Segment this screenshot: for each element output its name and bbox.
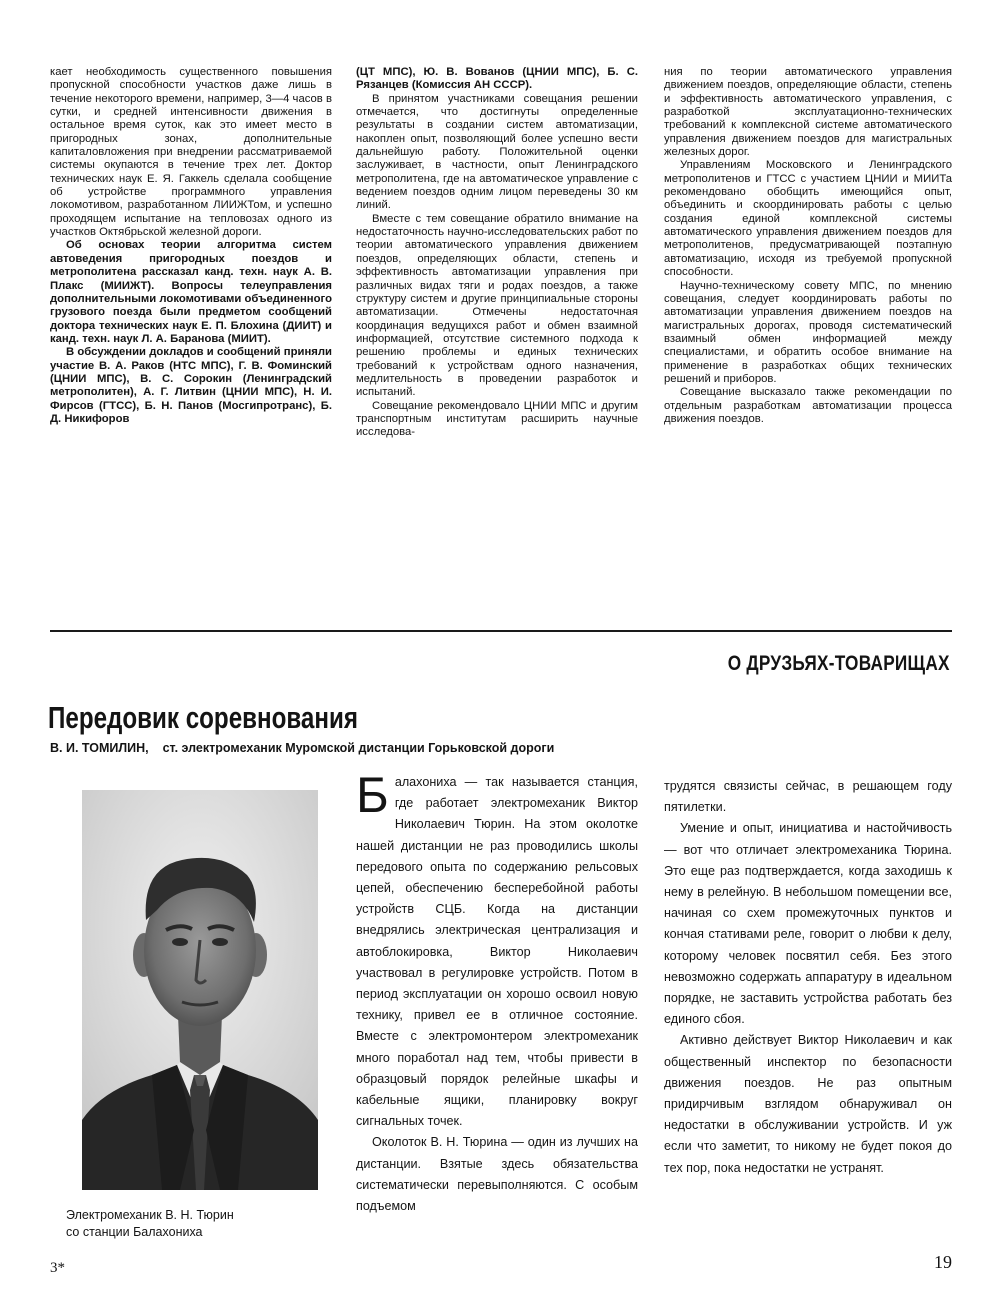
signature-mark: 3*: [50, 1260, 65, 1276]
paragraph: Об основах теории алгоритма систем автоведения пригородных поездов и метрополитена рассказал канд. техн. наук А. В. Плакс (МИИЖТ). Вопросы телеуправления дополнительными локомотивами объединенного грузового поезда были предметом сообщений доктора технических наук Е. П. Блохина (ДИИТ) и канд. техн. наук Л. А. Баранова (МИИТ).: [50, 239, 332, 345]
paragraph: Совещание высказало также рекомендации по отдельным разработкам автоматизации процесса движения поездов.: [664, 386, 952, 425]
drop-cap: Б: [356, 767, 389, 823]
section-heading: О ДРУЗЬЯХ-ТОВАРИЩАХ: [727, 652, 950, 675]
paragraph: (ЦТ МПС), Ю. В. Вованов (ЦНИИ МПС), Б. С. Рязанцев (Комиссия АН СССР).: [356, 66, 638, 92]
photo-caption-line: со станции Балахониха: [66, 1225, 203, 1239]
paragraph: трудятся связисты сейчас, в решающем году пятилетки.: [664, 779, 952, 815]
paragraph: В обсуждении докладов и сообщений приняли участие В. А. Раков (НТС МПС), Г. В. Фоминский (ЦНИИ МПС), В. С. Сорокин (Ленинградский метрополитен), А. Г. Литвин (ЦНИИ МПС), Н. И. Фирсов (ГТСС), Б. Н. Панов (Мосгипротранс), Б. Д. Никифоров: [50, 346, 332, 425]
author-role: ст. электромеханик Муромской дистанции Горьковской дороги: [162, 741, 555, 755]
paragraph: Активно действует Виктор Николаевич и как общественный инспектор по безопасности движения поездов. Не раз опытным придирчивым взглядом обнаруживал он недостатки в обслуживании устройств. И уж если что заметит, то никому не будет покоя до тех пор, пока недостатки не устранят.: [664, 1033, 952, 1175]
paragraph: [356, 767, 638, 1132]
photo-caption: [66, 1207, 346, 1241]
paragraph: ния по теории автоматического управления движением поездов, определяющие области, степень и эффективность автоматического управления, с разработкой эксплуатационно-технических требований к комплексной системе автоматического управления движением поездов для магистральных железных дорог.: [664, 66, 952, 159]
paragraph: кает необходимость существенного повышения пропускной способности участков даже лишь в течение некоторого времени, например, 3—4 часов в сутки, и средней интенсивности движения в остальное время суток, как это имеет место в пригородных зонах, дополнительные капиталовложения при внедрении рассматриваемой системы окупаются в течение трех лет. Доктор технических наук Е. Я. Гаккель сделала сообщение об устройстве программного управления локомотивом, разработанном ЛИИЖТом, и успешно проходящем испытание на тепловозах одного из участков Октябрьской железной дороги.: [50, 66, 332, 239]
top-column-3: [664, 66, 952, 426]
author-name: В. И. ТОМИЛИН,: [50, 741, 149, 755]
byline: [50, 741, 950, 755]
paragraph: В принятом участниками совещания решении отмечается, что достигнуты определенные результаты в создании систем автоматизации, накоплен опыт, позволяющий более успешно вести дальнейшую работу. Положительной оценки заслуживает, в частности, опыт Ленинградского метрополитена, где на автоматическое управление с ведением поездов одним лицом переведены 30 км линий.: [356, 92, 638, 212]
portrait-photo: [82, 790, 318, 1190]
paragraph: Научно-техническому совету МПС, по мнению совещания, следует координировать работы по автоматизации управления движением поездов на магистральных дорогах, проводя систематический взаимный обмен информацией между специалистами, и обратить особое внимание на применение в разработках общих технических решений и приборов.: [664, 279, 952, 385]
paragraph-text: алахониха — так называется станция, где работает электромеханик Виктор Николаевич Тюрин. На этом околотке нашей дистанции не раз проводились школы передового опыта по содержанию рельсовых цепей, обеспечению бесперебойной работы устройств СЦБ. Когда на дистанции внедрялись электрическая централизация и автоблокировка, Виктор Николаевич участвовал в регулировке устройств. Потом в период эксплуатации он хорошо освоил новую технику, привел ее в отличное состояние. Вместе с электромонтером электромеханик много поработал над тем, чтобы привести в образцовый порядок релейные шкафы и кабельные ящики, планировку вокруг сигнальных точек.: [356, 775, 638, 1129]
section-divider: [50, 630, 952, 632]
paragraph: Умение и опыт, инициатива и настойчивость — вот что отличает электромеханика Тюрина. Это еще раз подтверждается, когда заходишь к нему в релейную. В небольшом помещении все, начиная со схем промежуточных пунктов и кончая стативами реле, говорит о любви к делу, которому человек посвятил себя. Без этого невозможно содержать аппаратуру в идеальном порядке, не заставить устройства работать без единого сбоя.: [664, 821, 952, 1027]
page-number: 19: [934, 1252, 952, 1272]
top-column-1: [50, 66, 332, 426]
photo-caption-line: Электромеханик В. Н. Тюрин: [66, 1208, 234, 1222]
top-column-2: [356, 66, 638, 440]
article-column-1: [356, 767, 638, 1217]
article-column-2: [664, 776, 952, 1179]
article-title: Передовик соревнования: [48, 700, 358, 735]
paragraph: Управлениям Московского и Ленинградского метрополитенов и ГТСС с участием ЦНИИ и МИИТа рекомендовано обобщить имеющийся опыт, объединить и скоординировать работы с целью создания единой комплексной системы автоматического управления движением поездов для метрополитенов, предусматривающей поэтапную автоматизацию, исходя из требуемой пропускной способности.: [664, 159, 952, 279]
paragraph: Околоток В. Н. Тюрина — один из лучших на дистанции. Взятые здесь обязательства систематически перевыполняются. С особым подъемом: [356, 1135, 638, 1214]
portrait-illustration: [82, 790, 318, 1190]
paragraph: Вместе с тем совещание обратило внимание на недостаточность научно-исследовательских работ по теории автоматического управления движением поездов, определяющих области, степень и эффективность автоматизации управления при различных видах тяги и родах поездов, а также структуру систем и другие принципиальные стороны автоматизации. Отмечены недостаточная координация ведущихся работ и обмен взаимной информацией, отсутствие системного подхода к решению проблемы и единых технических требований к устройствам одного назначения, медлительность в проведении разработок и испытаний.: [356, 212, 638, 399]
paragraph: Совещание рекомендовало ЦНИИ МПС и другим транспортным институтам расширить научные исследова-: [356, 399, 638, 439]
